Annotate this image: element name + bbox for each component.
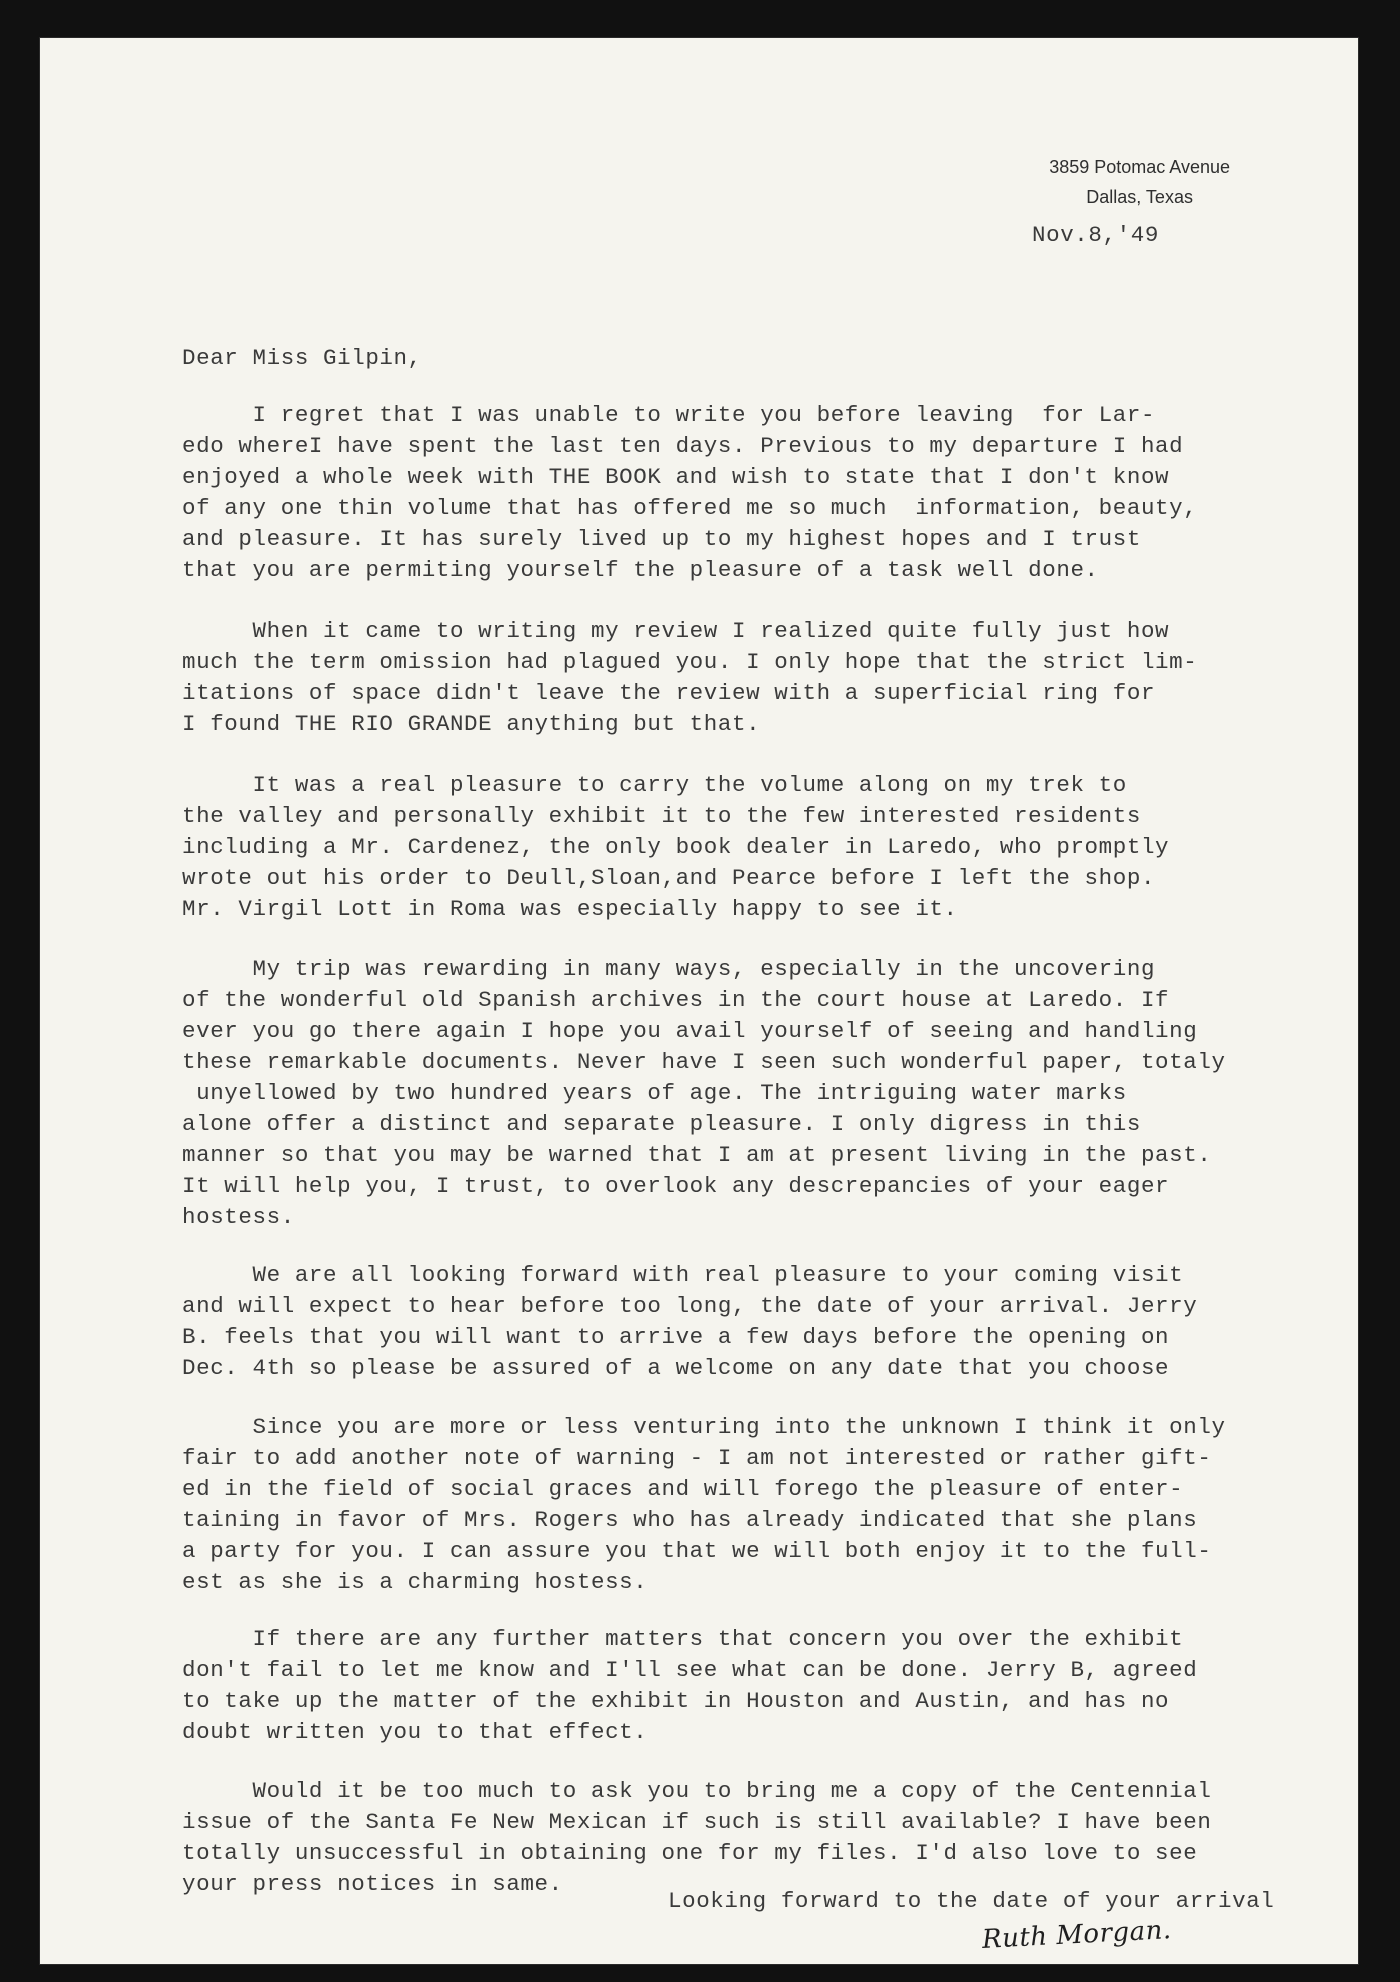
handwritten-signature: Ruth Morgan.	[981, 1915, 1173, 1955]
paragraph-3	[182, 770, 1302, 925]
text-line: including a Mr. Cardenez, the only book dealer in Laredo, who promptly	[182, 834, 1170, 860]
text-line: I regret that I was unable to write you before leaving for Lar-	[182, 402, 1156, 428]
letterhead	[1049, 152, 1230, 212]
text-line: If there are any further matters that concern you over the exhibit	[182, 1626, 1184, 1652]
text-line: fair to add another note of warning - I am not interested or rather gift-	[182, 1445, 1212, 1471]
paragraph-6	[182, 1412, 1302, 1598]
text-line: doubt written you to that effect.	[182, 1719, 648, 1745]
text-line: B. feels that you will want to arrive a few days before the opening on	[182, 1324, 1170, 1350]
text-line: Since you are more or less venturing into the unknown I think it only	[182, 1414, 1226, 1440]
text-line: Would it be too much to ask you to bring me a copy of the Centennial	[182, 1778, 1212, 1804]
text-line: and pleasure. It has surely lived up to my highest hopes and I trust	[182, 526, 1141, 552]
text-line: Dec. 4th so please be assured of a welcome on any date that you choose	[182, 1355, 1170, 1381]
text-line: hostess.	[182, 1204, 295, 1230]
salutation: Dear Miss Gilpin,	[182, 345, 422, 371]
text-line: that you are permiting yourself the pleasure of a task well done.	[182, 557, 1099, 583]
closing-line: Looking forward to the date of your arrival	[668, 1888, 1275, 1914]
paragraph-8	[182, 1776, 1302, 1900]
address-line-1: 3859 Potomac Avenue	[1049, 157, 1230, 177]
text-line: your press notices in same.	[182, 1871, 563, 1897]
text-line: When it came to writing my review I realized quite fully just how	[182, 618, 1170, 644]
text-line: and will expect to hear before too long, the date of your arrival. Jerry	[182, 1293, 1198, 1319]
text-line: Mr. Virgil Lott in Roma was especially happy to see it.	[182, 896, 958, 922]
text-line: ever you go there again I hope you avail yourself of seeing and handling	[182, 1018, 1198, 1044]
text-line: unyellowed by two hundred years of age. The intriguing water marks	[182, 1080, 1127, 1106]
text-line: don't fail to let me know and I'll see what can be done. Jerry B, agreed	[182, 1657, 1198, 1683]
address-line-2: Dallas, Texas	[1086, 187, 1193, 207]
paragraph-7	[182, 1624, 1302, 1748]
text-line: We are all looking forward with real pleasure to your coming visit	[182, 1262, 1184, 1288]
text-line: itations of space didn't leave the review with a superficial ring for	[182, 680, 1156, 706]
text-line: issue of the Santa Fe New Mexican if such is still available? I have been	[182, 1809, 1212, 1835]
text-line: ed in the field of social graces and will forego the pleasure of enter-	[182, 1476, 1184, 1502]
text-line: the valley and personally exhibit it to the few interested residents	[182, 803, 1141, 829]
text-line: totally unsuccessful in obtaining one for my files. I'd also love to see	[182, 1840, 1198, 1866]
text-line: of any one thin volume that has offered me so much information, beauty,	[182, 495, 1198, 521]
paragraph-4	[182, 954, 1302, 1233]
text-line: est as she is a charming hostess.	[182, 1569, 648, 1595]
text-line: It will help you, I trust, to overlook any descrepancies of your eager	[182, 1173, 1170, 1199]
letter-date: Nov.8,'49	[1032, 222, 1159, 248]
paragraph-1	[182, 400, 1302, 586]
text-line: manner so that you may be warned that I am at present living in the past.	[182, 1142, 1212, 1168]
text-line: these remarkable documents. Never have I seen such wonderful paper, totaly	[182, 1049, 1226, 1075]
paragraph-2	[182, 616, 1302, 740]
text-line: to take up the matter of the exhibit in Houston and Austin, and has no	[182, 1688, 1170, 1714]
text-line: My trip was rewarding in many ways, especially in the uncovering	[182, 956, 1156, 982]
text-line: a party for you. I can assure you that we will both enjoy it to the full-	[182, 1538, 1212, 1564]
text-line: edo whereI have spent the last ten days. Previous to my departure I had	[182, 433, 1184, 459]
paragraph-5	[182, 1260, 1302, 1384]
text-line: It was a real pleasure to carry the volume along on my trek to	[182, 772, 1127, 798]
text-line: much the term omission had plagued you. I only hope that the strict lim-	[182, 649, 1198, 675]
text-line: I found THE RIO GRANDE anything but that.	[182, 711, 761, 737]
text-line: of the wonderful old Spanish archives in the court house at Laredo. If	[182, 987, 1170, 1013]
text-line: alone offer a distinct and separate pleasure. I only digress in this	[182, 1111, 1141, 1137]
text-line: enjoyed a whole week with THE BOOK and wish to state that I don't know	[182, 464, 1170, 490]
text-line: wrote out his order to Deull,Sloan,and Pearce before I left the shop.	[182, 865, 1156, 891]
text-line: taining in favor of Mrs. Rogers who has already indicated that she plans	[182, 1507, 1198, 1533]
